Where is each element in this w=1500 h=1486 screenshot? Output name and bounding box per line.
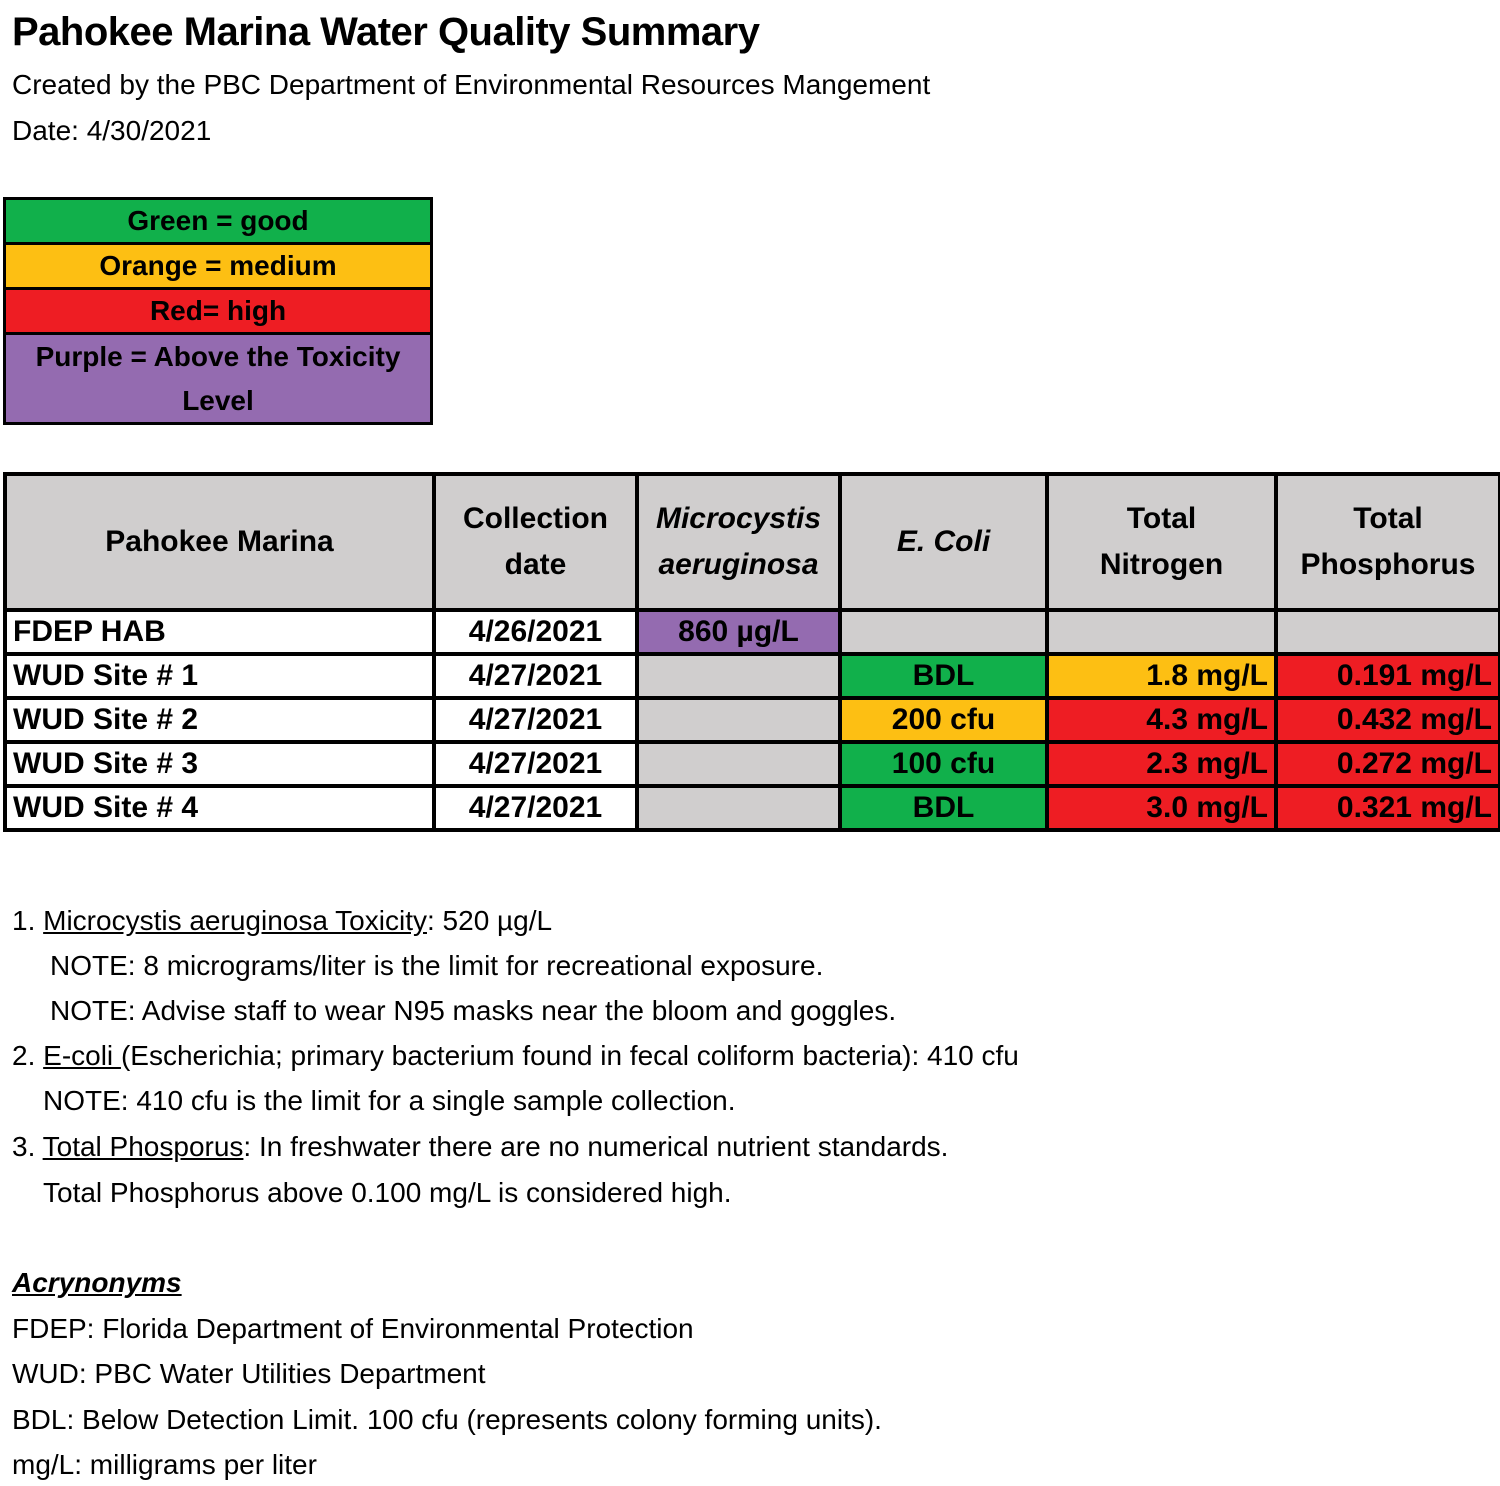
header-total-phosphorus	[1276, 474, 1500, 610]
cell-microcystis	[637, 698, 840, 742]
header-total-phosphorus-line1: Total	[1353, 502, 1423, 535]
color-legend	[3, 197, 433, 425]
legend-purple-line2: Level	[182, 385, 254, 416]
cell-site: WUD Site # 4	[5, 786, 434, 830]
cell-date: 4/26/2021	[434, 610, 637, 654]
subtitle: Created by the PBC Department of Environmental Resources Mangement	[12, 69, 931, 100]
cell-site: FDEP HAB	[5, 610, 434, 654]
legend-orange: Orange = medium	[6, 245, 430, 290]
legend-purple	[6, 335, 430, 422]
header-total-phosphorus-line2: Phosphorus	[1300, 548, 1476, 581]
legend-red: Red= high	[6, 290, 430, 335]
cell-phosphorus: 0.191 mg/L	[1276, 654, 1500, 698]
note-1-sub-2: NOTE: Advise staff to wear N95 masks near the bloom and goggles.	[50, 995, 897, 1026]
note-2-number: 2.	[12, 1040, 44, 1071]
header-microcystis-line2: aeruginosa	[658, 548, 819, 581]
cell-ecoli: 100 cfu	[840, 742, 1047, 786]
note-2	[12, 1039, 1019, 1073]
note-2-sub-1: NOTE: 410 cfu is the limit for a single sample collection.	[43, 1085, 736, 1116]
note-3-number: 3.	[12, 1131, 43, 1162]
header-site: Pahokee Marina	[5, 474, 434, 610]
cell-date: 4/27/2021	[434, 698, 637, 742]
note-1	[12, 904, 552, 938]
cell-nitrogen: 3.0 mg/L	[1047, 786, 1276, 830]
cell-microcystis	[637, 742, 840, 786]
cell-date: 4/27/2021	[434, 786, 637, 830]
header-total-nitrogen-line2: Nitrogen	[1099, 548, 1224, 581]
cell-phosphorus: 0.432 mg/L	[1276, 698, 1500, 742]
acronyms-heading: Acrynonyms	[12, 1267, 182, 1298]
table-row	[5, 610, 1500, 654]
cell-microcystis	[637, 654, 840, 698]
cell-nitrogen: 1.8 mg/L	[1047, 654, 1276, 698]
cell-microcystis	[637, 786, 840, 830]
acronym-bdl: BDL: Below Detection Limit. 100 cfu (represents colony forming units).	[12, 1404, 882, 1435]
cell-site: WUD Site # 2	[5, 698, 434, 742]
report-date: Date: 4/30/2021	[12, 115, 212, 146]
cell-nitrogen: 4.3 mg/L	[1047, 698, 1276, 742]
header-collection-date-line2: date	[504, 548, 567, 581]
table-row	[5, 786, 1500, 830]
note-3	[12, 1130, 948, 1164]
cell-phosphorus	[1276, 610, 1500, 654]
water-quality-table	[3, 472, 1500, 832]
page-title: Pahokee Marina Water Quality Summary	[12, 10, 760, 54]
header-ecoli: E. Coli	[840, 474, 1047, 610]
note-3-text: : In freshwater there are no numerical nutrient standards.	[243, 1131, 949, 1162]
cell-ecoli: BDL	[840, 654, 1047, 698]
cell-site: WUD Site # 3	[5, 742, 434, 786]
header-total-nitrogen-line1: Total	[1126, 502, 1197, 535]
acronym-mgl: mg/L: milligrams per liter	[12, 1449, 317, 1480]
header-microcystis-line1: Microcystis	[655, 502, 822, 535]
note-2-term: E-coli	[43, 1040, 121, 1071]
header-collection-date	[434, 474, 637, 610]
cell-nitrogen	[1047, 610, 1276, 654]
header-microcystis	[637, 474, 840, 610]
acronym-wud: WUD: PBC Water Utilities Department	[12, 1358, 486, 1389]
cell-ecoli	[840, 610, 1047, 654]
header-total-nitrogen	[1047, 474, 1276, 610]
table-row	[5, 742, 1500, 786]
legend-green: Green = good	[6, 200, 430, 245]
cell-site: WUD Site # 1	[5, 654, 434, 698]
note-3-term: Total Phosporus	[42, 1131, 244, 1162]
table-row	[5, 654, 1500, 698]
header-collection-date-line1: Collection	[462, 502, 608, 535]
acronym-fdep: FDEP: Florida Department of Environmental Protection	[12, 1313, 694, 1344]
cell-phosphorus: 0.272 mg/L	[1276, 742, 1500, 786]
cell-nitrogen: 2.3 mg/L	[1047, 742, 1276, 786]
legend-purple-line1: Purple = Above the Toxicity	[35, 341, 401, 372]
note-2-text: (Escherichia; primary bacterium found in fecal coliform bacteria): 410 cfu	[120, 1040, 1019, 1071]
table-row	[5, 698, 1500, 742]
cell-phosphorus: 0.321 mg/L	[1276, 786, 1500, 830]
cell-microcystis: 860 µg/L	[637, 610, 840, 654]
cell-ecoli: 200 cfu	[840, 698, 1047, 742]
cell-ecoli: BDL	[840, 786, 1047, 830]
note-1-term: Microcystis aeruginosa Toxicity	[43, 905, 427, 936]
table-header-row	[5, 474, 1500, 610]
note-1-sub-1: NOTE: 8 micrograms/liter is the limit for recreational exposure.	[50, 950, 824, 981]
note-1-text: : 520 µg/L	[426, 905, 553, 936]
note-1-number: 1.	[12, 905, 44, 936]
cell-date: 4/27/2021	[434, 742, 637, 786]
cell-date: 4/27/2021	[434, 654, 637, 698]
note-3-sub-1: Total Phosphorus above 0.100 mg/L is considered high.	[43, 1177, 732, 1208]
